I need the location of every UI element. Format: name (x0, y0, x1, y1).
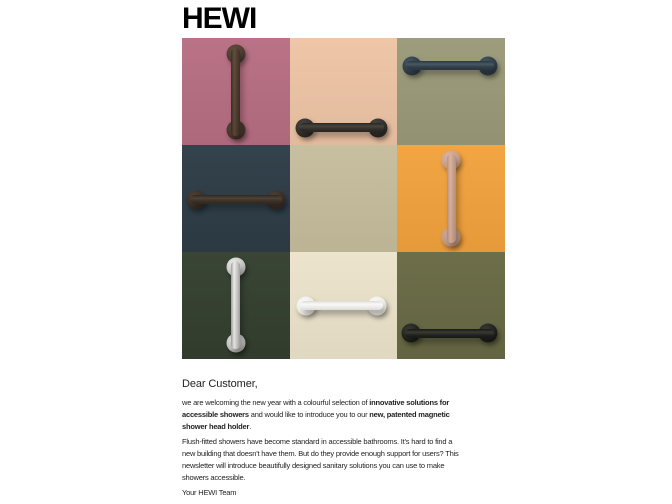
grid-tile-sage-horizontal-bar (397, 38, 505, 145)
grid-tile-rose-vertical-bar (182, 38, 290, 145)
salutation: Dear Customer, (182, 378, 258, 390)
grid-tile-orange-vertical-bar (397, 145, 505, 252)
grab-bar (190, 195, 282, 204)
paragraph-line: newsletter will introduce beautifully designed sanitary solutions you can use to make (182, 461, 445, 470)
paragraph-line: new building that doesn't have them. But do they provide enough support for users? This (182, 449, 459, 458)
paragraphs (182, 397, 494, 484)
paragraph-2 (182, 436, 494, 484)
signoff: Your HEWI Team (182, 488, 237, 497)
hewi-logo: HEWI (182, 2, 257, 35)
grid-tile-forest-vertical-bar (182, 252, 290, 359)
grab-bar (405, 329, 493, 338)
grab-bar (231, 48, 240, 136)
paragraph-1 (182, 397, 494, 433)
grab-bar (406, 61, 493, 70)
paragraph-line: shower head holder. (182, 422, 252, 431)
grid-tile-beige-empty (290, 145, 398, 252)
paragraph-line: accessible showers and would like to introduce you to our new, patented magnetic (182, 410, 450, 419)
grid-tile-olive-horizontal-bar (397, 252, 505, 359)
grab-bar (300, 301, 383, 310)
grid-tile-peach-horizontal-bar (290, 38, 398, 145)
grab-bar (299, 123, 384, 132)
grab-bar (447, 154, 456, 243)
grid-tile-cream-horizontal-bar (290, 252, 398, 359)
paragraph-line: showers accessible. (182, 473, 246, 482)
paragraph-line: we are welcoming the new year with a colourful selection of innovative solutions for (182, 398, 450, 407)
product-grid-image (182, 38, 505, 359)
grid-tile-slate-horizontal-bar (182, 145, 290, 252)
letter-body (182, 378, 494, 499)
email-content-column (182, 0, 505, 499)
grab-bar (231, 261, 240, 349)
paragraph-line: Flush-fitted showers have become standard in accessible bathrooms. It's hard to find a (182, 437, 453, 446)
